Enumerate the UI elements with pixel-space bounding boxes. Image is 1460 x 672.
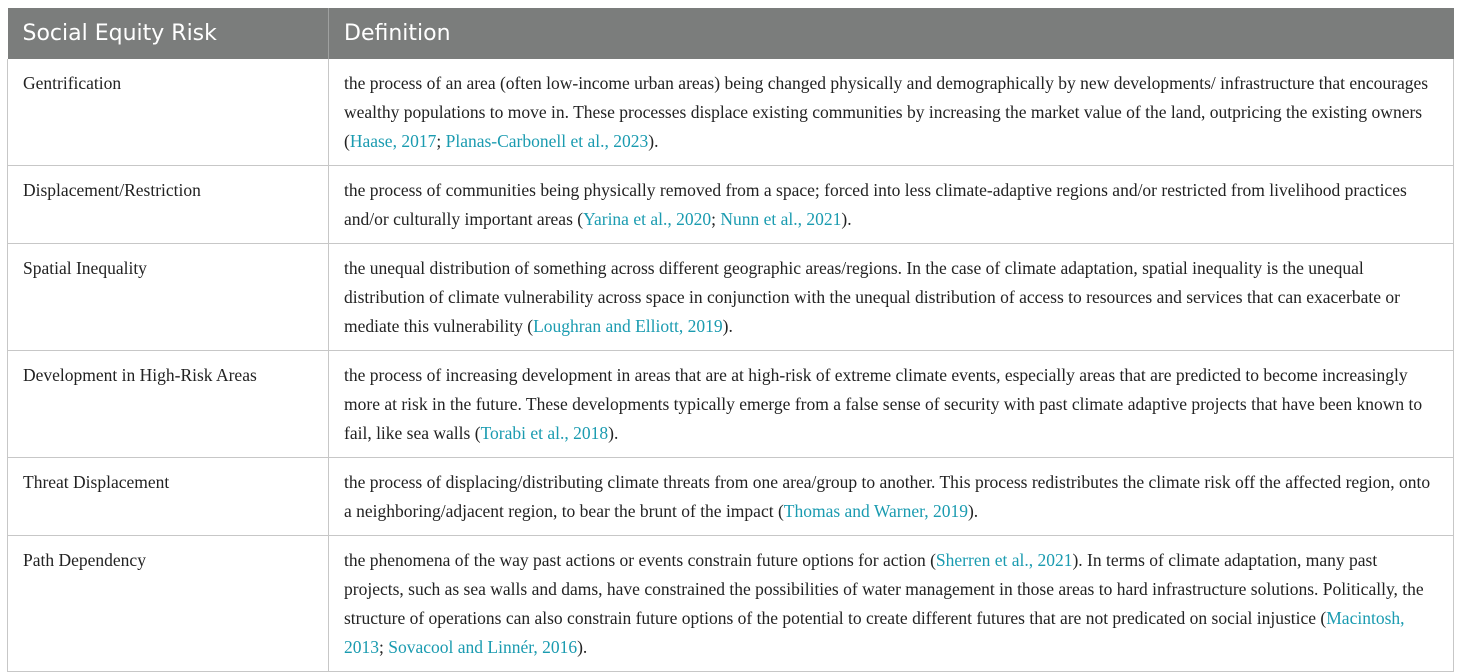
definition-text: ; [379,637,389,657]
citation-link[interactable]: Loughran and Elliott, 2019 [533,316,723,336]
definition-text: the process of increasing development in areas that are at high-risk of extreme climate events, especially areas that are predicted to become increasingly more at risk in the future. These developments typically emerge from a false sense of security with past climate adaptive projects that have been known to fail, like sea walls ( [344,365,1423,443]
header-definition: Definition [329,8,1454,59]
definition-text: ; [436,131,446,151]
risk-name-cell: Displacement/Restriction [8,166,329,244]
risk-name-cell: Path Dependency [8,536,329,672]
table-row [8,244,1454,351]
citation-link[interactable]: Nunn et al., 2021 [720,209,842,229]
table-row [8,59,1454,166]
definition-text: the unequal distribution of something across different geographic areas/regions. In the case of climate adaptation, spatial inequality is the unequal distribution of climate vulnerability across space in conjunction with the unequal distribution of access to resources and services that can exacerbate or mediate this vulnerability ( [344,258,1400,336]
definition-text: the process of communities being physically removed from a space; forced into less climate-adaptive regions and/or restricted from livelihood practices and/or culturally important areas ( [344,180,1407,229]
risk-name-cell: Gentrification [8,59,329,166]
definitions-table-container [7,8,1453,672]
citation-link[interactable]: Yarina et al., 2020 [583,209,712,229]
citation-link[interactable]: Haase, 2017 [349,131,437,151]
social-equity-risk-table [7,8,1454,672]
definition-text: ; [711,209,721,229]
definition-cell [329,351,1454,458]
definition-text: ). [577,637,588,657]
citation-link[interactable]: Thomas and Warner, 2019 [783,501,968,521]
definition-text: the phenomena of the way past actions or events constrain future options for action ( [344,550,936,570]
definition-cell [329,536,1454,672]
table-body [8,59,1454,672]
header-row [8,8,1454,59]
definition-text: ). [967,501,979,521]
definition-text: ). [841,209,852,229]
definition-text: the process of an area (often low-income urban areas) being changed physically and demographically by new developments/ infrastructure that encourages wealthy populations to move in. These processes displace existing communities by increasing the market value of the land, outpricing the existing owners ( [344,73,1429,151]
definition-text: ). [608,423,619,443]
table-header [8,8,1454,59]
header-social-equity-risk: Social Equity Risk [8,8,329,59]
risk-name-cell: Development in High-Risk Areas [8,351,329,458]
definition-text: ). [722,316,733,336]
definition-text: ). In terms of climate adaptation, many past projects, such as sea walls and dams, have constrained the possibilities of water management in those areas to hard infrastructure solutions. Politically, the structure of operations can also constrain future options of the potential to create different futures that are not predicated on social injustice ( [344,550,1424,628]
definition-cell [329,458,1454,536]
definition-cell [329,59,1454,166]
definition-text: ). [648,131,659,151]
definition-text: the process of displacing/distributing climate threats from one area/group to another. This process redistributes the climate risk off the affected region, onto a neighboring/adjacent region, to bear the brunt of the impact ( [344,472,1431,521]
definition-cell [329,166,1454,244]
definition-cell [329,244,1454,351]
citation-link[interactable]: Sherren et al., 2021 [935,550,1073,570]
table-row [8,458,1454,536]
table-row [8,351,1454,458]
risk-name-cell: Spatial Inequality [8,244,329,351]
table-row [8,166,1454,244]
citation-link[interactable]: Sovacool and Linnér, 2016 [388,637,578,657]
citation-link[interactable]: Macintosh, 2013 [344,608,1405,657]
citation-link[interactable]: Planas-Carbonell et al., 2023 [445,131,649,151]
table-row [8,536,1454,672]
citation-link[interactable]: Torabi et al., 2018 [480,423,609,443]
risk-name-cell: Threat Displacement [8,458,329,536]
